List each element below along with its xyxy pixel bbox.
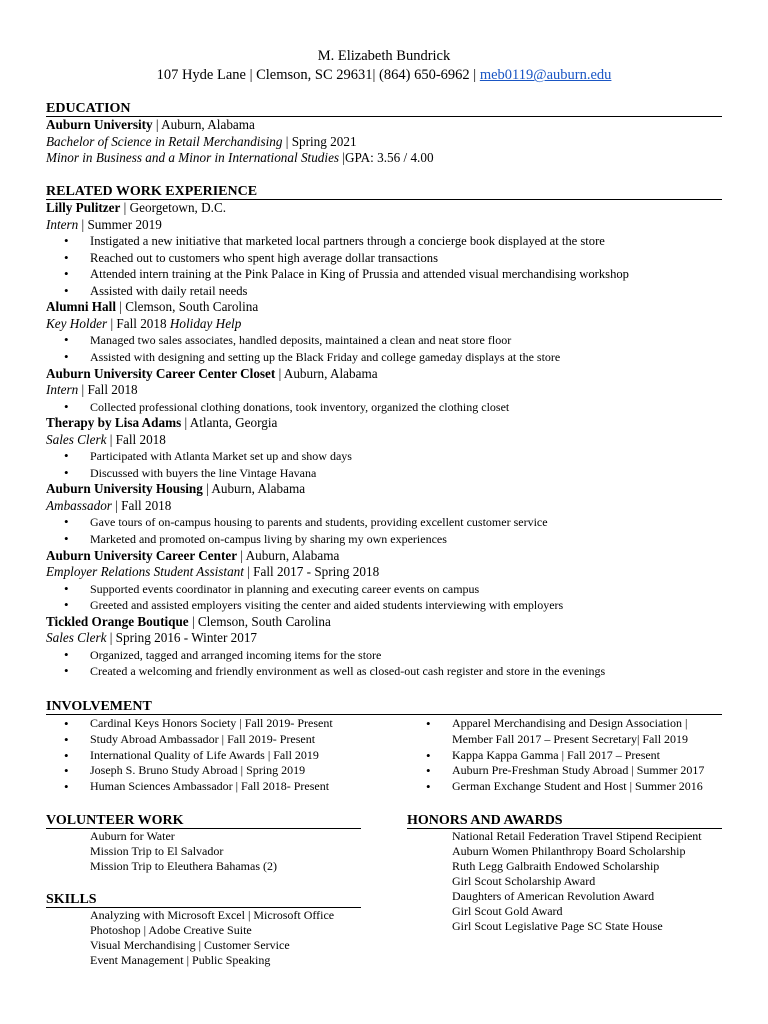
resume-header — [0, 47, 768, 85]
education-block — [46, 117, 736, 167]
job-dates: | Fall 2018 — [111, 497, 172, 513]
job-org-line — [46, 481, 736, 498]
minor-text: Minor in Business and a Minor in International Studies — [46, 150, 340, 165]
list-item: Auburn Women Philanthropy Board Scholarship — [452, 844, 686, 858]
list-item: • Marketed and promoted on-campus living by sharing my own experiences — [46, 531, 736, 548]
job-bullets — [46, 233, 736, 299]
job-role: Employer Relations Student Assistant — [46, 564, 244, 580]
involvement-line-1: Apparel Merchandising and Design Association | — [452, 716, 688, 730]
job-role-extra: Holiday Help — [169, 315, 242, 331]
job-org: Auburn University Career Center — [46, 547, 238, 563]
list-item: Analyzing with Microsoft Excel | Microsoft Office — [90, 908, 335, 922]
job-org-line — [46, 415, 736, 432]
list-item: • Managed two sales associates, handled deposits, maintained a clean and neat store floor — [46, 332, 736, 349]
list-item: • German Exchange Student and Host | Summer 2016 — [408, 779, 748, 795]
list-item: Girl Scout Gold Award — [452, 904, 563, 918]
gpa-text: |GPA: 3.56 / 4.00 — [339, 150, 434, 165]
job-role: Intern — [46, 382, 79, 398]
involvement-right-column — [408, 716, 748, 795]
minor-line — [46, 150, 736, 167]
job-role-line — [46, 564, 736, 581]
degree-line — [46, 134, 736, 151]
job-dates: | Fall 2018 — [106, 431, 166, 447]
list-item: Daughters of American Revolution Award — [452, 889, 655, 903]
contact-details: 107 Hyde Lane | Clemson, SC 29631| (864) 650-6962 | — [156, 67, 480, 83]
list-item: • Discussed with buyers the line Vintage Havana — [46, 465, 736, 482]
honors-heading: HONORS AND AWARDS — [407, 813, 722, 829]
involvement-right-list-more — [408, 748, 748, 795]
list-item: • Participated with Atlanta Market set up and show days — [46, 448, 736, 465]
job-location: | Auburn, Alabama — [275, 365, 378, 381]
skills-list — [90, 908, 334, 968]
education-heading: EDUCATION — [46, 101, 722, 117]
job-dates: | Fall 2017 - Spring 2018 — [243, 564, 380, 580]
job-org: Alumni Hall — [46, 299, 116, 315]
skills-heading: SKILLS — [46, 892, 361, 908]
list-item: Photoshop | Adobe Creative Suite — [90, 923, 252, 937]
list-item: • International Quality of Life Awards | Fall 2019 — [46, 748, 386, 764]
list-item: • Attended intern training at the Pink Palace in King of Prussia and attended visual merchandising workshop — [46, 266, 736, 283]
job-role-line — [46, 630, 736, 647]
job-bullets — [46, 581, 736, 614]
job-org-line — [46, 299, 736, 316]
list-item: • Study Abroad Ambassador | Fall 2019- Present — [46, 732, 386, 748]
job-role: Ambassador — [46, 497, 112, 513]
list-item: • Gave tours of on-campus housing to parents and students, providing excellent customer service — [46, 514, 736, 531]
job-org-line — [46, 200, 736, 217]
list-item: Mission Trip to El Salvador — [90, 844, 224, 858]
job-org: Therapy by Lisa Adams — [46, 415, 182, 431]
job-bullets — [46, 647, 736, 680]
job-role-line — [46, 432, 736, 449]
involvement-left-column — [46, 716, 386, 795]
list-item: Event Management | Public Speaking — [90, 953, 271, 967]
job-dates: | Fall 2018 — [107, 315, 170, 331]
job-dates: | Spring 2016 - Winter 2017 — [106, 630, 258, 646]
job-dates: | Fall 2018 — [78, 382, 138, 398]
job-bullets — [46, 399, 736, 416]
list-item: • Created a welcoming and friendly environment as well as closed-out cash register and store in the evenings — [46, 663, 736, 680]
job-role-line — [46, 316, 736, 333]
job-location: | Clemson, South Carolina — [115, 299, 259, 315]
job-role-line — [46, 498, 736, 515]
list-item: • Kappa Kappa Gamma | Fall 2017 – Present — [408, 748, 748, 764]
list-item: • Instigated a new initiative that marketed local partners through a concierge book displayed at the store — [46, 233, 736, 250]
job-role: Key Holder — [46, 315, 108, 331]
list-item: • Collected professional clothing donations, took inventory, organized the clothing closet — [46, 399, 736, 416]
job-location: | Atlanta, Georgia — [181, 415, 278, 431]
list-item: • Human Sciences Ambassador | Fall 2018- Present — [46, 779, 386, 795]
job-bullets — [46, 514, 736, 547]
job-role: Sales Clerk — [46, 630, 107, 646]
involvement-right-list — [408, 716, 748, 748]
list-item: Ruth Legg Galbraith Endowed Scholarship — [452, 859, 660, 873]
degree-date: | Spring 2021 — [282, 133, 357, 149]
job-org: Lilly Pulitzer — [46, 200, 121, 215]
job-org-line — [46, 614, 736, 631]
job-org: Auburn University Career Center Closet — [46, 365, 276, 381]
job-org: Auburn University Housing — [46, 481, 203, 497]
volunteer-list — [90, 829, 277, 874]
job-location: | Georgetown, D.C. — [120, 200, 227, 215]
list-item — [408, 716, 748, 748]
contact-line — [0, 66, 768, 85]
list-item: Girl Scout Legislative Page SC State House — [452, 919, 663, 933]
list-item: • Assisted with designing and setting up the Black Friday and college gameday displays at the store — [46, 349, 736, 366]
job-org-line — [46, 548, 736, 565]
list-item: Auburn for Water — [90, 829, 175, 843]
job-location: | Clemson, South Carolina — [188, 613, 331, 629]
work-heading: RELATED WORK EXPERIENCE — [46, 184, 722, 200]
work-block — [46, 200, 736, 680]
job-org: Tickled Orange Boutique — [46, 613, 189, 629]
list-item: • Assisted with daily retail needs — [46, 283, 736, 300]
school-location: | Auburn, Alabama — [152, 117, 255, 132]
job-role-line — [46, 382, 736, 399]
email-link[interactable]: meb0119@auburn.edu — [479, 67, 612, 83]
volunteer-heading: VOLUNTEER WORK — [46, 813, 361, 829]
list-item: • Supported events coordinator in planning and executing career events on campus — [46, 581, 736, 598]
job-location: | Auburn, Alabama — [202, 481, 306, 497]
list-item: • Organized, tagged and arranged incoming items for the store — [46, 647, 736, 664]
list-item: • Reached out to customers who spent high average dollar transactions — [46, 250, 736, 267]
job-org-line — [46, 366, 736, 383]
job-dates: | Summer 2019 — [78, 216, 162, 232]
job-location: | Auburn, Alabama — [237, 547, 340, 563]
job-role: Sales Clerk — [46, 431, 107, 447]
list-item: National Retail Federation Travel Stipend Recipient — [452, 829, 702, 843]
involvement-line-2: Member Fall 2017 – Present Secretary| Fall 2019 — [452, 731, 689, 746]
honors-list — [452, 829, 702, 934]
involvement-heading: INVOLVEMENT — [46, 699, 722, 715]
candidate-name: M. Elizabeth Bundrick — [317, 48, 451, 64]
list-item: • Auburn Pre-Freshman Study Abroad | Summer 2017 — [408, 763, 748, 779]
job-role: Intern — [46, 216, 79, 232]
school-line — [46, 117, 736, 134]
job-role-line — [46, 217, 736, 234]
list-item: • Greeted and assisted employers visiting the center and aided students interviewing with employers — [46, 597, 736, 614]
involvement-left-list — [46, 716, 386, 795]
degree-name: Bachelor of Science in Retail Merchandising — [46, 133, 283, 149]
list-item: • Joseph S. Bruno Study Abroad | Spring 2019 — [46, 763, 386, 779]
list-item: • Cardinal Keys Honors Society | Fall 2019- Present — [46, 716, 386, 732]
job-bullets — [46, 332, 736, 365]
list-item: Visual Merchandising | Customer Service — [90, 938, 290, 952]
list-item: Mission Trip to Eleuthera Bahamas (2) — [90, 859, 277, 873]
job-bullets — [46, 448, 736, 481]
school-name: Auburn University — [46, 117, 153, 132]
list-item: Girl Scout Scholarship Award — [452, 874, 596, 888]
